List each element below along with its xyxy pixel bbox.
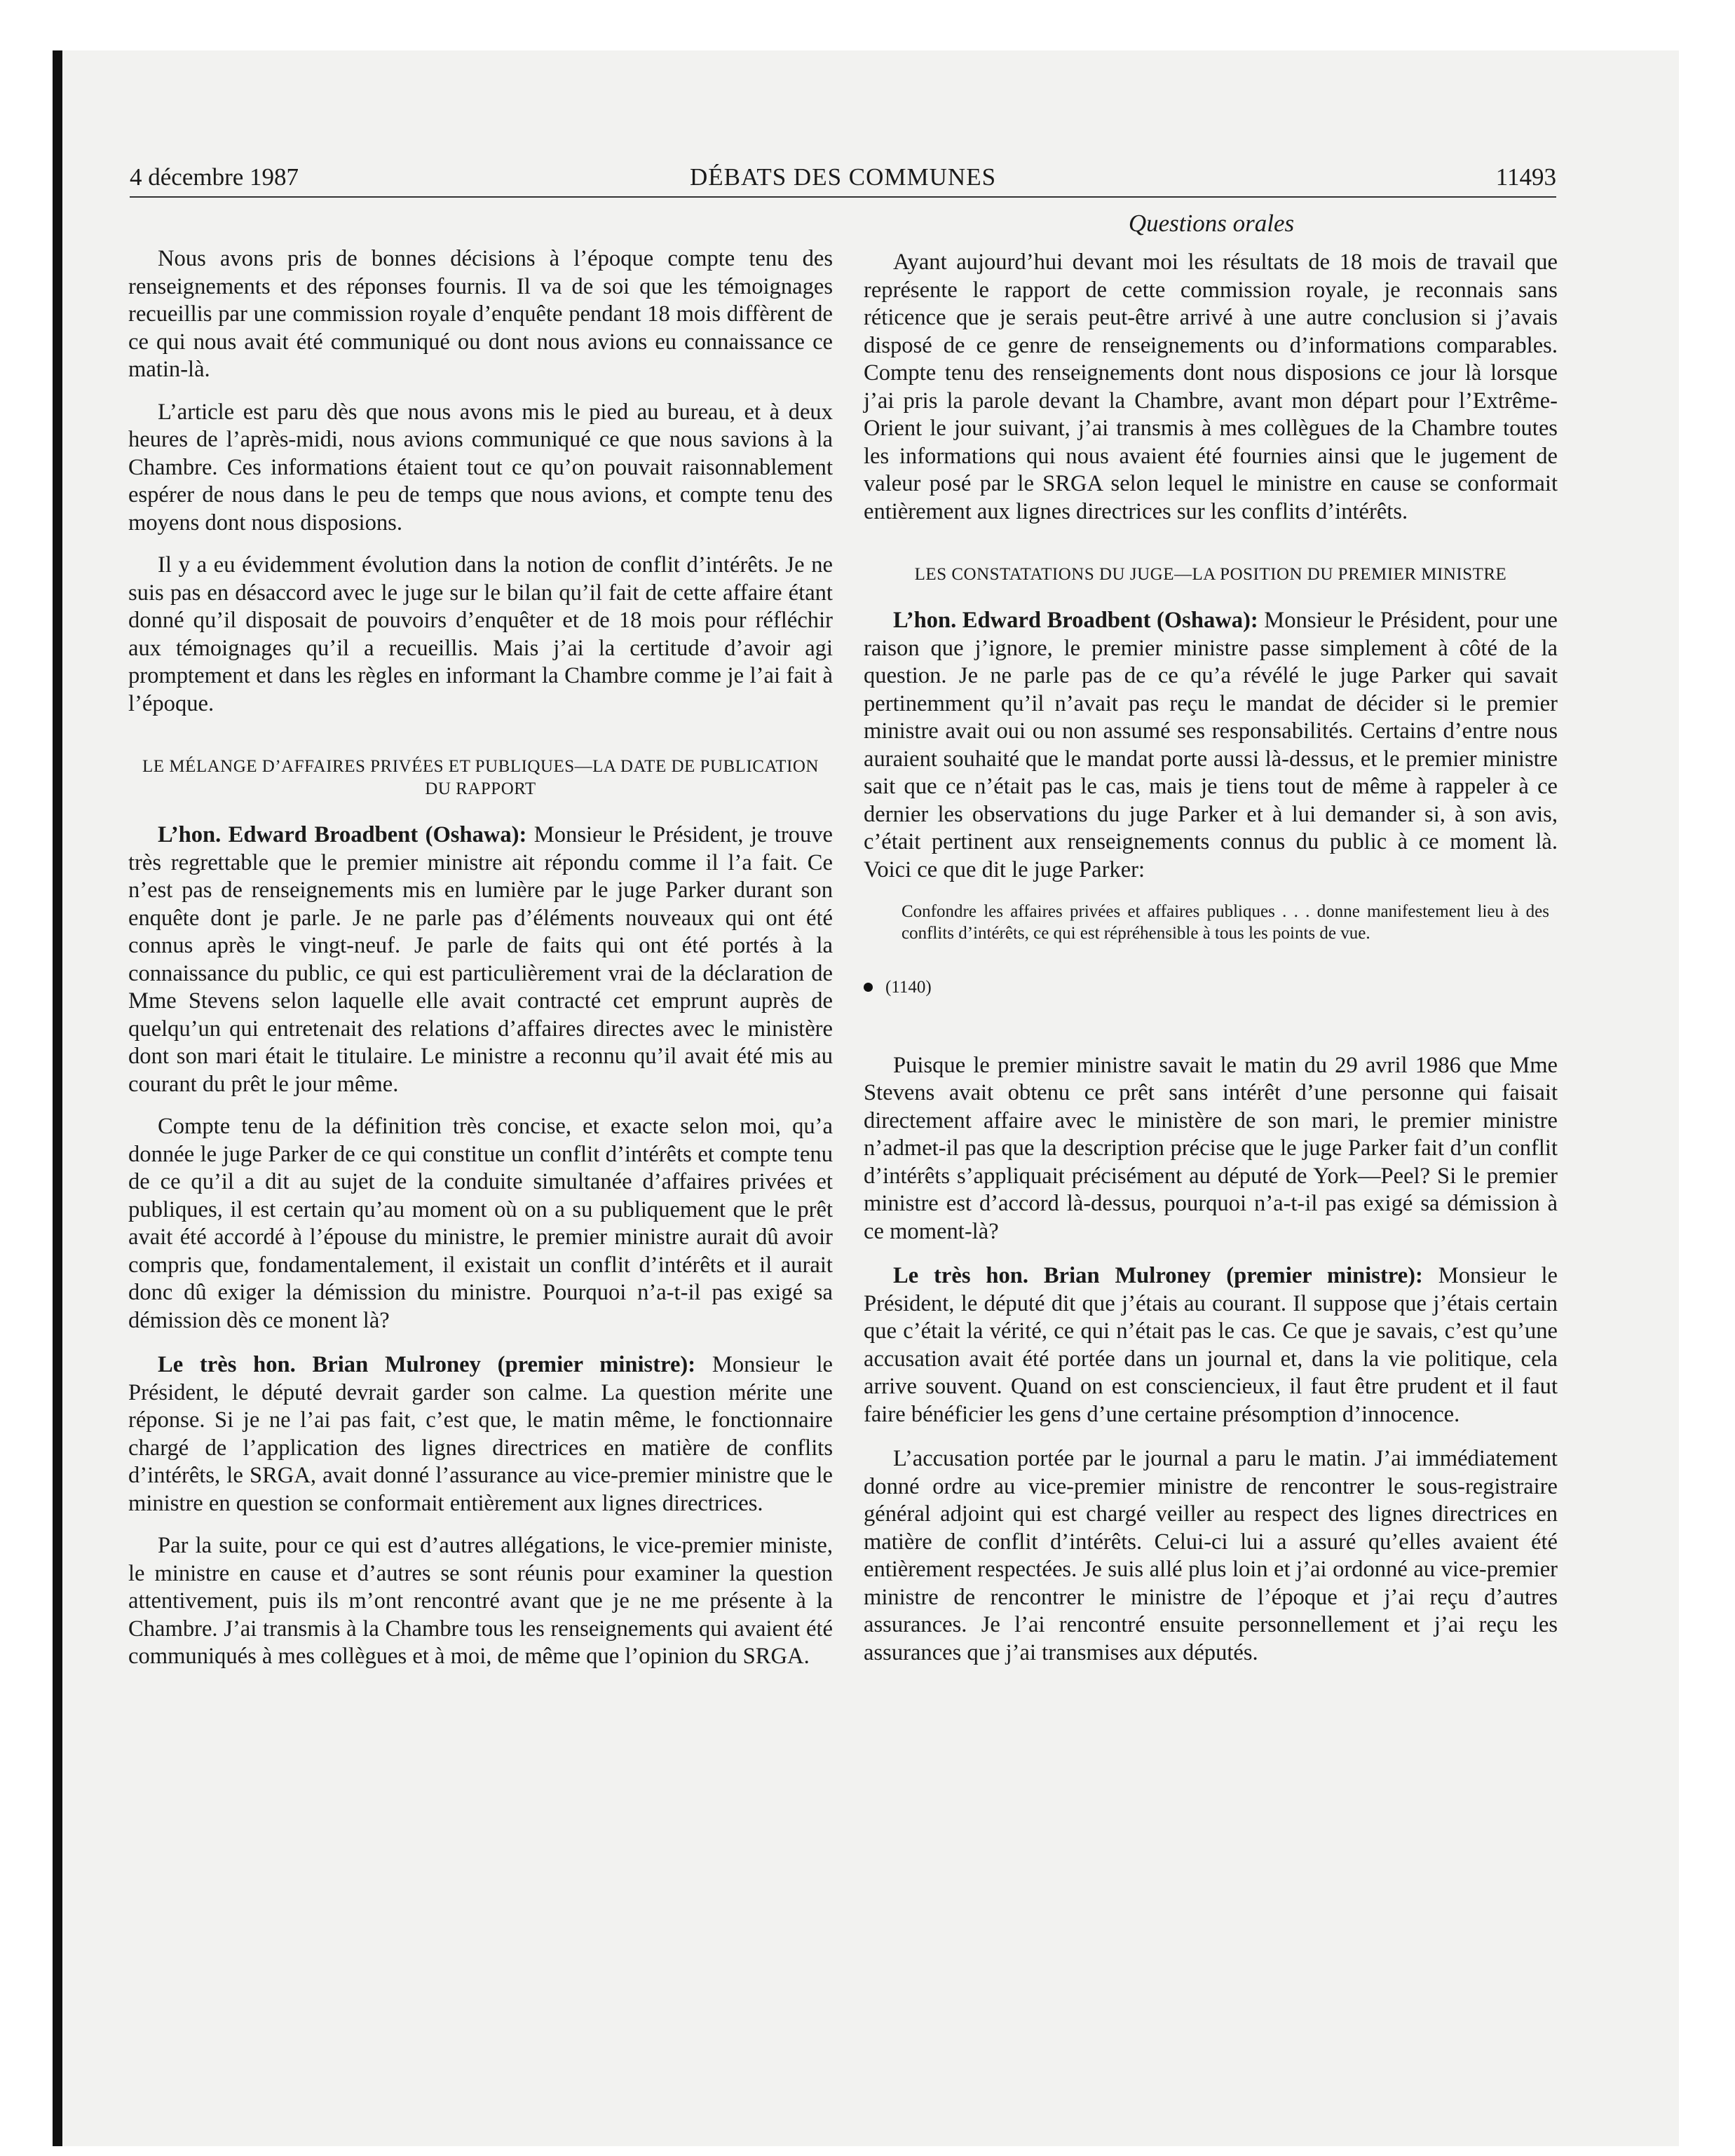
binding-edge (53, 50, 62, 2146)
speech-text: Monsieur le Président, je trouve très regrettable que le premier ministre ait répondu comme il l’a fait. Ce n’est pas de renseignements mis en lumière par le juge Parker durant son enquête dont je parle. Je ne parle pas d’éléments nouveaux qui ont été connus après le vingt-neuf. Je parle de faits qui ont été portés à la connaissance du public, ce qui est particulièrement vrai de la déclaration de Mme Stevens selon laquelle elle avait contracté cet emprunt auprès de quelqu’un qui entretenait des relations d’affaires directes avec le ministère dont son mari était le titulaire. Le ministre a reconnu qu’il avait été mis au courant du prêt le jour même. (128, 822, 833, 1097)
speech-text: Monsieur le Président, pour une raison que j’ignore, le premier ministre passe simplement à côté de la question. Je ne parle pas de ce qu’a révélé le juge Parker qui savait pertinemment qu’il n’avait pas reçu le mandat de décider si le premier ministre avait oui ou non assumé ses responsabilités. Certains d’entre nous auraient souhaité que le mandat porte aussi là-dessus, et le premier ministre sait que ce n’était pas le cas, mais je tiens tout de même à rappeler à ce dernier les observations du juge Parker et à lui demander si, à son avis, c’était pertinent aux renseignements connus du public à ce moment là. Voici ce que dit le juge Parker: (864, 608, 1558, 882)
paragraph: L’article est paru dès que nous avons mis le pied au bureau, et à deux heures de l’après-midi, nous avions communiqué ce que nous savions à la Chambre. Ces informations étaient tout ce qu’on pouvait raisonnablement espérer de nous dans le peu de temps que nous avions, et compte tenu des moyens dont nous disposions. (128, 399, 833, 535)
header-title: DÉBATS DES COMMUNES (689, 163, 997, 191)
speech-paragraph (864, 1262, 1558, 1428)
section-label: Questions orales (1128, 210, 1295, 237)
paragraph: Compte tenu de la définition très concise, et exacte selon moi, qu’a donnée le juge Parker de ce qui constitue un conflit d’intérêts et compte tenu de ce qu’il a dit au sujet de la conduite simultanée d’affaires privées et publiques, il est certain qu’au moment où on a su publiquement que le prêt avait été accordé à l’épouse du ministre, le premier ministre aurait dû avoir compris que, fondamentalement, il existait un conflit d’intérêts et il aurait donc dû exiger la démission du ministre. Pourquoi n’a-t-il pas exigé sa démission dès ce monent là? (128, 1114, 833, 1333)
speaker-name: Le très hon. Brian Mulroney (premier ministre): (893, 1263, 1423, 1288)
speaker-name: L’hon. Edward Broadbent (Oshawa): (158, 822, 527, 847)
left-column (128, 245, 833, 1686)
timestamp-text: (1140) (885, 978, 932, 997)
speech-paragraph (128, 1351, 833, 1517)
paragraph: Ayant aujourd’hui devant moi les résultats de 18 mois de travail que représente le rapport de cette commission royale, je reconnais sans réticence que je serais peut-être arrivé à une autre conclusion si j’avais disposé de ce genre de renseignements ou d’informations comparables. Compte tenu des renseignements dont nous disposions ce jour là lorsque j’ai pris la parole devant la Chambre, avant mon départ pour l’Extrême-Orient le jour suivant, j’ai transmis à mes collègues de la Chambre toutes les informations qui nous avaient été fournies ainsi que le jugement de valeur posé par le SRGA selon lequel le ministre en cause se conformait entièrement aux lignes directrices sur les conflits d’intérêts. (864, 250, 1558, 524)
page-number: 11493 (1495, 163, 1556, 191)
page-header (130, 158, 1556, 198)
paragraph: Il y a eu évidemment évolution dans la notion de conflit d’intérêts. Je ne suis pas en désaccord avec le juge sur le bilan qu’il fait de cette affaire étant donné qu’il disposait de pouvoirs d’enquêter et de 18 mois pour réfléchir aux témoignages qu’il a recueillis. Mais j’ai la certitude d’avoir agi promptement et dans les règles en informant la Chambre comme je l’ai fait à l’époque. (128, 552, 833, 716)
speech-paragraph (864, 607, 1558, 884)
speech-text: Monsieur le Président, le député dit que j’étais au courant. Il suppose que j’étais certain que c’était la vérité, ce qui n’était pas le cas. Ce que je savais, c’est qu’une accusation avait été portée dans un journal et, dans la vie politique, cela arrive souvent. Quand on est consciencieux, il faut être prudent et il faut faire bénéficier les gens d’une certaine présomption d’innocence. (864, 1263, 1558, 1427)
block-quote: Confondre les affaires privées et affaires publiques . . . donne manifestement lieu à des conflits d’intérêts, ce qui est répréhensible à tous les points de vue. (901, 902, 1549, 943)
speaker-name: L’hon. Edward Broadbent (Oshawa): (893, 608, 1258, 633)
speech-paragraph (128, 821, 833, 1098)
bullet-icon (864, 983, 873, 992)
speech-text: Monsieur le Président, le député devrait garder son calme. La question mérite une réponse. Si je ne l’ai pas fait, c’est que, le matin même, le fonctionnaire chargé de l’application des lignes directrices en matière de conflits d’intérêts, le SRGA, avait donné l’assurance au vice-premier ministre que le ministre en question se conformait entièrement aux lignes directrices. (128, 1352, 833, 1516)
paragraph: Par la suite, pour ce qui est d’autres allégations, le vice-premier ministe, le ministre en cause et d’autres se sont réunis pour examiner la question attentivement, puis ils m’ont rencontré avant que je ne me présente à la Chambre. J’ai transmis à la Chambre tous les renseignements qui avaient été communiqués à mes collègues et à moi, de même que l’opinion du SRGA. (128, 1533, 833, 1669)
paragraph: Nous avons pris de bonnes décisions à l’époque compte tenu des renseignements et des réponses fournis. Il va de soi que les témoignages recueillis par une commission royale d’enquête pendant 18 mois diffèrent de ce qui nous avait été communiqué ou dont nous avions eu connaissance ce matin-là. (128, 246, 833, 382)
right-column (864, 249, 1558, 1681)
timestamp (864, 974, 1558, 1002)
paragraph: L’accusation portée par le journal a paru le matin. J’ai immédiatement donné ordre au vice-premier ministre de rencontrer le sous-registraire général adjoint qui est chargé veiller au respect des lignes directrices en matière de conflit d’intérêts. Celui-ci lui a assuré qu’elles avaient été entièrement respectées. Je suis allé plus loin et j’ai ordonné au vice-premier ministre de rencontrer le ministre de l’époque et j’ai reçu d’autres assurances. Je l’ai rencontré ensuite personnellement et j’ai reçu les assurances que j’ai transmises aux députés. (864, 1446, 1558, 1665)
section-heading: LE MÉLANGE D’AFFAIRES PRIVÉES ET PUBLIQUES—LA DATE DE PUBLICATION DU RAPPORT (142, 757, 819, 798)
paragraph: Puisque le premier ministre savait le matin du 29 avril 1986 que Mme Stevens avait obtenu ce prêt sans intérêt d’une personne qui faisait directement affaire avec le ministère de son mari, le premier ministre n’admet-il pas que la description précise que le juge Parker fait d’un conflit d’intérêts s’appliquait précisément au député de York—Peel? Si le premier ministre est d’accord là-dessus, pourquoi n’a-t-il pas exigé sa démission à ce moment-là? (864, 1052, 1558, 1244)
header-date: 4 décembre 1987 (130, 163, 299, 191)
speaker-name: Le très hon. Brian Mulroney (premier ministre): (158, 1352, 696, 1377)
section-heading: LES CONSTATATIONS DU JUGE—LA POSITION DU PREMIER MINISTRE (914, 565, 1507, 584)
